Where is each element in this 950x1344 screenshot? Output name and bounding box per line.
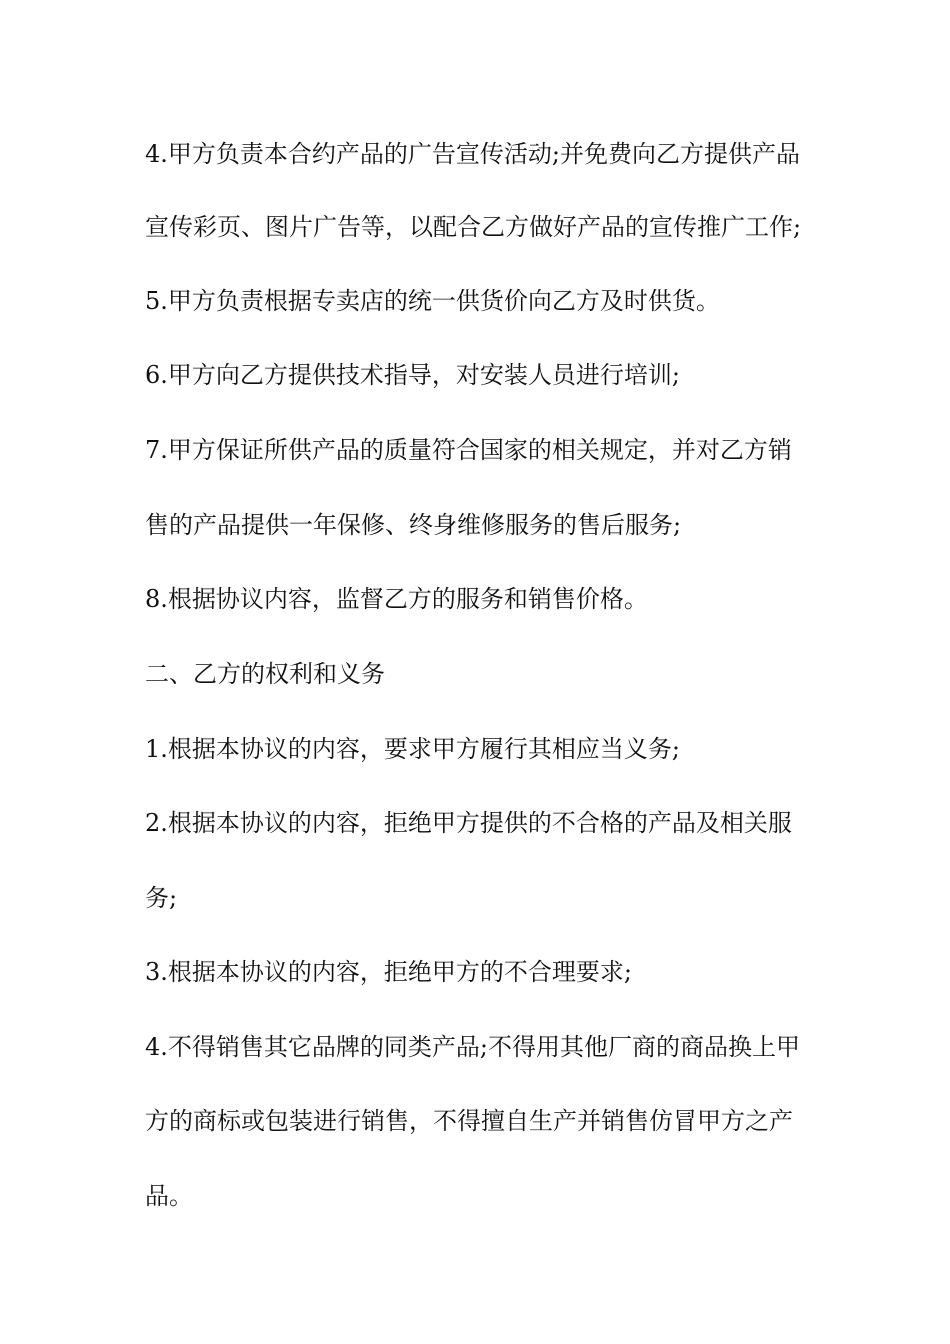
text-line: 品。	[145, 1182, 193, 1210]
text-line: 方的商标或包装进行销售，不得擅自生产并销售仿冒甲方之产	[145, 1107, 793, 1135]
text-line: 5.甲方负责根据专卖店的统一供货价向乙方及时供货。	[145, 287, 720, 315]
text-line: 2.根据本协议的内容，拒绝甲方提供的不合格的产品及相关服	[145, 809, 792, 837]
text-line: 6.甲方向乙方提供技术指导，对安装人员进行培训;	[145, 361, 680, 389]
text-line: 1.根据本协议的内容，要求甲方履行其相应当义务;	[145, 735, 680, 763]
text-line: 4.甲方负责本合约产品的广告宣传活动;并免费向乙方提供产品	[145, 140, 800, 168]
text-line: 售的产品提供一年保修、终身维修服务的售后服务;	[145, 511, 682, 539]
text-line: 7.甲方保证所供产品的质量符合国家的相关规定，并对乙方销	[145, 436, 792, 464]
text-line: 3.根据本协议的内容，拒绝甲方的不合理要求;	[145, 958, 632, 986]
text-line: 8.根据协议内容，监督乙方的服务和销售价格。	[145, 585, 648, 613]
text-line: 宣传彩页、图片广告等，以配合乙方做好产品的宣传推广工作;	[145, 213, 802, 241]
text-line: 4.不得销售其它品牌的同类产品;不得用其他厂商的商品换上甲	[145, 1033, 800, 1061]
text-line: 务;	[145, 884, 178, 912]
section-heading: 二、乙方的权利和义务	[145, 660, 385, 688]
